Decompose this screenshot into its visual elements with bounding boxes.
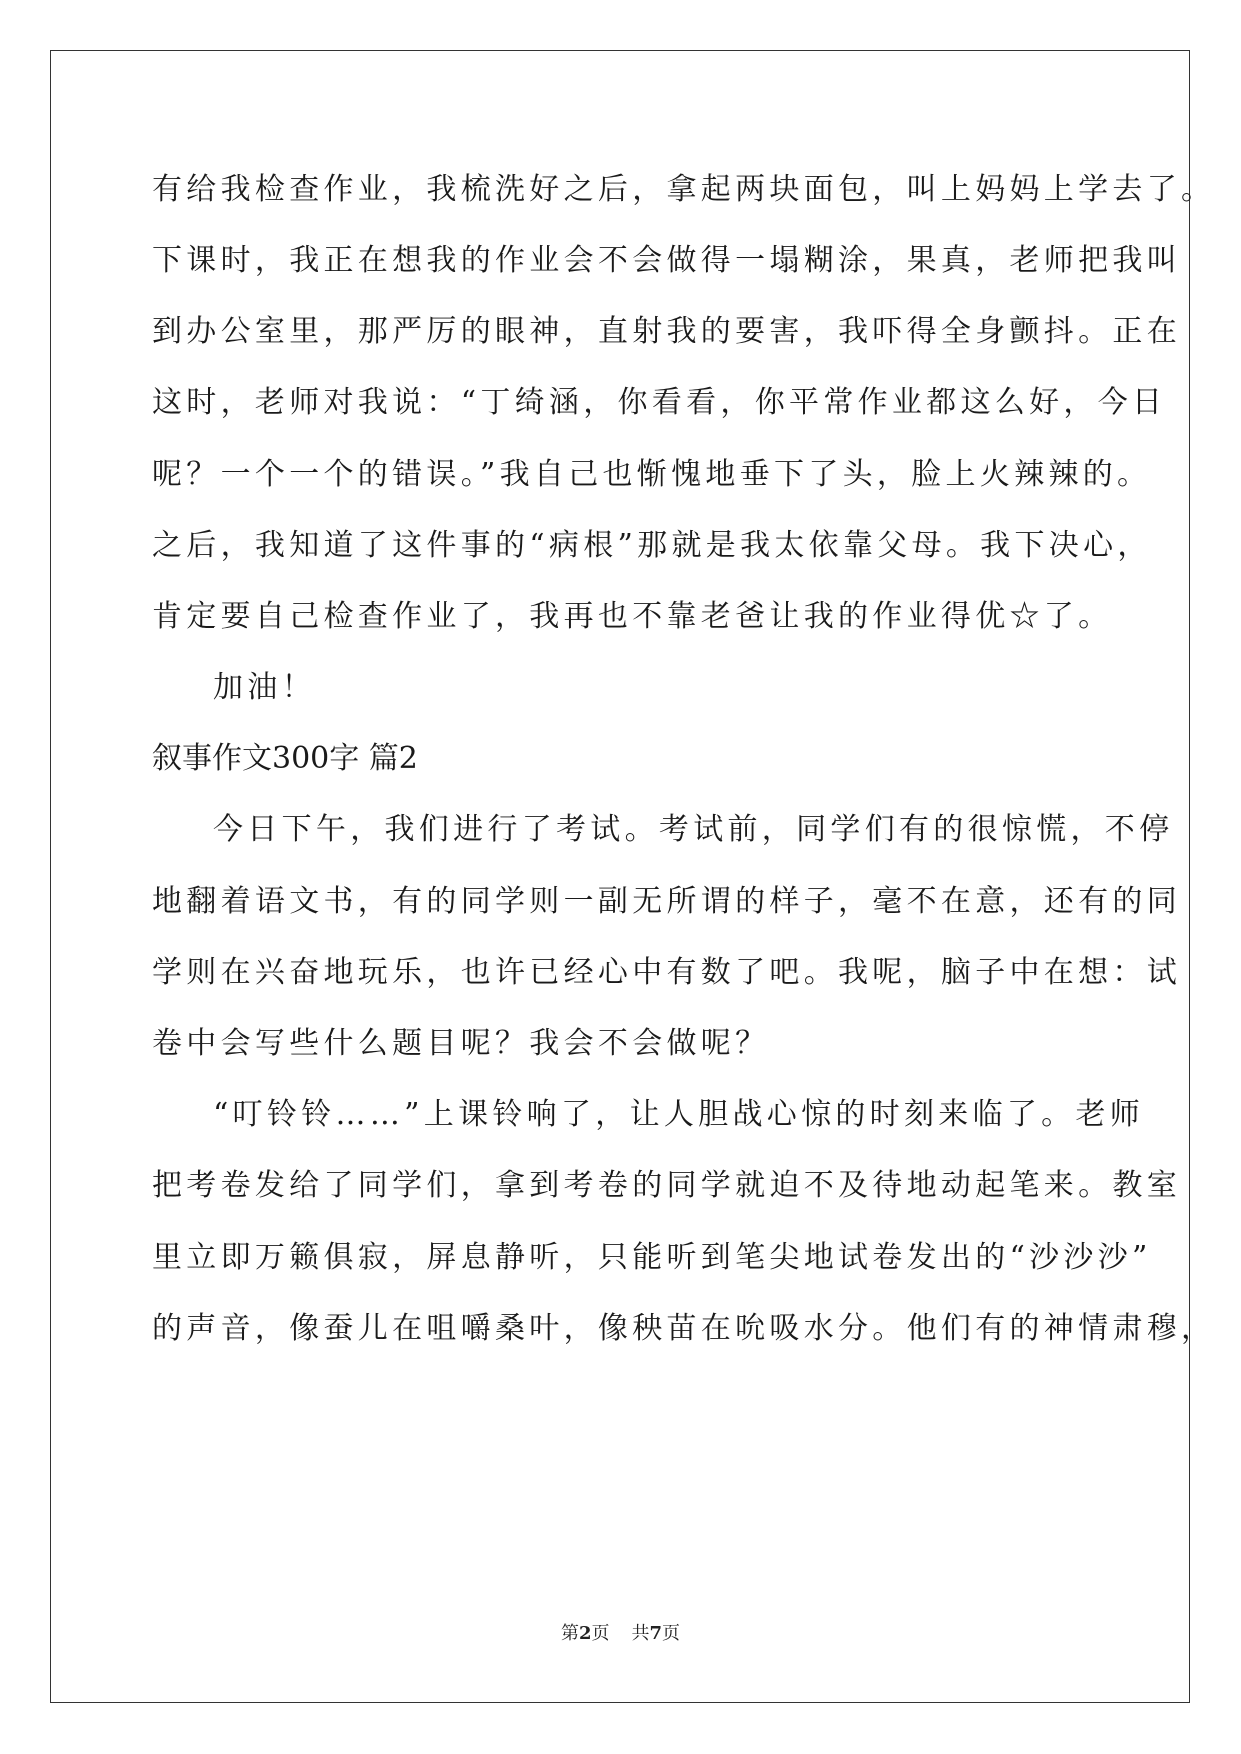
page-footer: [0, 1622, 1241, 1646]
text-line: 下课时，我正在想我的作业会不会做得一塌糊涂，果真，老师把我叫: [152, 243, 1181, 278]
text-line: 的声音，像蚕儿在咀嚼桑叶，像秧苗在吮吸水分。他们有的神情肃穆，: [152, 1311, 1216, 1346]
text-line: 这时，老师对我说：“丁绮涵，你看看，你平常作业都这么好，今日: [152, 385, 1167, 420]
text-line: 地翻着语文书，有的同学则一副无所谓的样子，毫不在意，还有的同: [152, 884, 1181, 919]
page-prefix: 第: [560, 1623, 579, 1644]
total-prefix: 共: [631, 1623, 650, 1644]
page-border: [50, 50, 1190, 1703]
text-line: 肯定要自己检查作业了，我再也不靠老爸让我的作业得优☆了。: [152, 599, 1113, 634]
text-line: 到办公室里，那严厉的眼神，直射我的要害，我吓得全身颤抖。正在: [152, 314, 1181, 349]
paragraph-start: 今日下午，我们进行了考试。考试前，同学们有的很惊慌，不停: [213, 812, 1174, 847]
text-line: 加油！: [213, 670, 316, 705]
text-line: 里立即万籁俱寂，屏息静听，只能听到笔尖地试卷发出的“沙沙沙”: [152, 1240, 1152, 1275]
page-total: 7: [649, 1623, 663, 1644]
page-mid: 页: [591, 1623, 610, 1644]
section-heading: 叙事作文300字 篇2: [152, 741, 418, 776]
text-line: 卷中会写些什么题目呢？我会不会做呢？: [152, 1026, 770, 1061]
text-line: 之后，我知道了这件事的“病根”那就是我太依靠父母。我下决心，: [152, 528, 1152, 563]
page-current: 2: [578, 1623, 592, 1644]
total-suffix: 页: [662, 1623, 681, 1644]
text-line: 把考卷发给了同学们，拿到考卷的同学就迫不及待地动起笔来。教室: [152, 1168, 1181, 1203]
paragraph-start: “叮铃铃……”上课铃响了，让人胆战心惊的时刻来临了。老师: [213, 1097, 1145, 1132]
text-line: 有给我检查作业，我梳洗好之后，拿起两块面包，叫上妈妈上学去了。: [152, 172, 1216, 207]
text-line: 呢？一个一个的错误。”我自己也惭愧地垂下了头，脸上火辣辣的。: [152, 457, 1152, 492]
text-line: 学则在兴奋地玩乐，也许已经心中有数了吧。我呢，脑子中在想：试: [152, 955, 1181, 990]
